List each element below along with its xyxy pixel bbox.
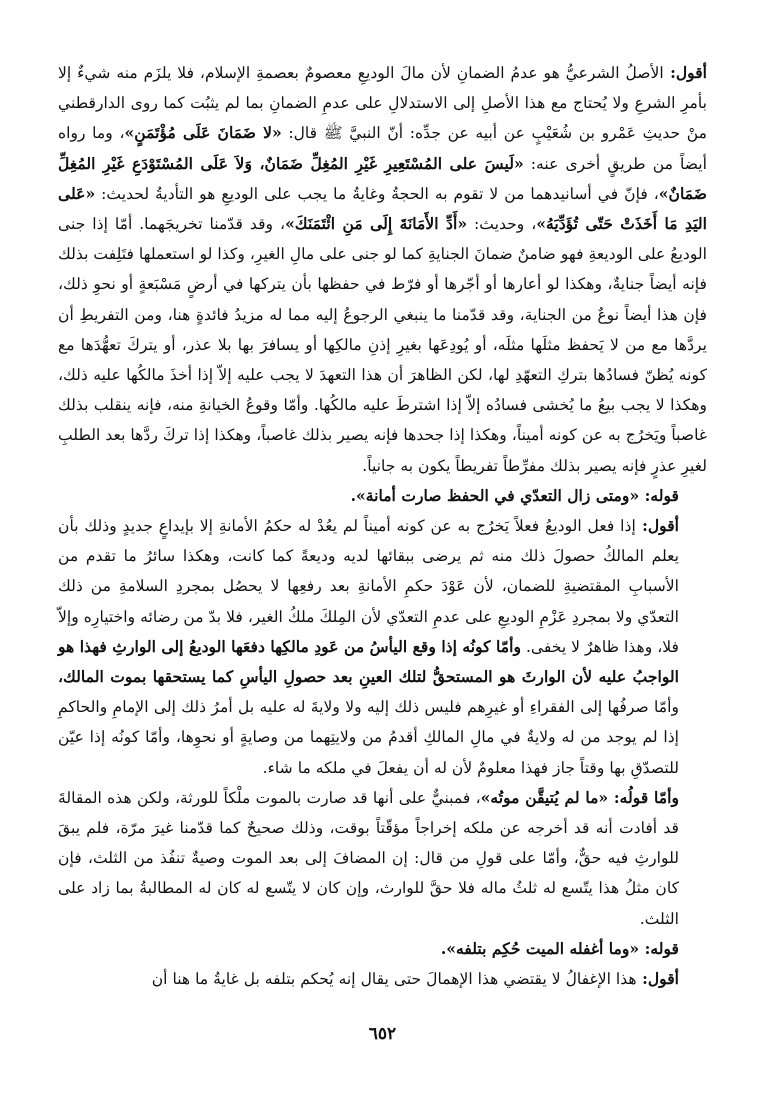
paragraph-3 (58, 511, 707, 783)
text-segment: الأصلُ الشرعيُّ هو عدمُ الضمانِ لأن مالَ الوديعِ معصومٌ بعصمةِ الإسلام، فلا يلزَم منه شيءٌ إلا بأمرِ الشرعِ ولا يُحتاج مع هذا الأصلِ إلى الاستدلالِ على عدمِ الضمانِ بما لم يثبُت كما روى الدارقطني منْ حديثِ عَمْرو بن شُعَيْبٍ عن أبيه عن جدِّه: أنّ النبيَّ ﷺ قال: (58, 64, 707, 143)
bold-text-segment: أقول: (663, 63, 707, 82)
bold-text-segment: قوله: (639, 485, 679, 505)
bold-text-segment: وأمّا قولُه: (608, 787, 680, 807)
bold-text-segment: «ما لم يُتيقَّن موتُه» (480, 787, 609, 807)
paragraph-1 (58, 58, 707, 481)
bold-text-segment: وأمّا كونُه إذا وقع اليأسُ من عَودِ مالكِها دفعَها الوديعُ إلى الوارثِ فهذا هو الواجبُ عليه لأن الوارثَ هو المستحقُّ لتلك العينِ بعد حصولِ اليأسِ كما يستحقها بموت المالك، (58, 636, 679, 687)
text-segment: ، فمبنيٌّ على أنها قد صارت بالموت ملْكاً للورثة، ولكن هذه المقالةَ قد أفادت أنه قد أخرجه عن ملكه إخراجاً مؤقّتاً بوقت، وذلك صحيحٌ كما قدّمنا غيرَ مرّة، فلم يبقَ للوارثِ فيه حقٌّ، وأمّا على قولِ من قال: إن المضافَ إلى بعد الموت وصيةٌ تنفُذ من الثلث، فإن كان مثلُ هذا يتّسع له ثلثُ ماله فلا حقَّ للوارث، وإن كان لا يتّسع له كان له المطالبةُ بما زاد على الثلث. (58, 788, 679, 928)
bold-text-segment: «ومتى زال التعدّي في الحفظ صارت أمانة». (350, 485, 640, 505)
bold-text-segment: «عَلى اليَدِ مَا أَخَذَتْ حَتّى تُؤَدِّيَهُ» (58, 183, 708, 234)
bold-text-segment: «وما أغفله الميت حُكِم بتلفه». (440, 938, 640, 958)
bold-text-segment: «لا ضَمَانَ عَلَى مُؤْتَمَنٍ» (124, 123, 282, 143)
bold-text-segment: أقول: (635, 516, 679, 536)
page-number: ٦٥٢ (368, 1024, 397, 1044)
paragraph-6 (58, 964, 707, 994)
bold-text-segment: «لَيسَ على المُسْتَعِيرِ غَيْرِ المُغِلِّ ضَمَانٌ، وَلاَ عَلَى المُسْتَوْدَعِ غَيْرِ المُغِلِّ ضَمَانٌ» (58, 153, 707, 203)
text-segment: ، وحديث: (467, 215, 537, 234)
bold-text-segment: قوله: (639, 938, 679, 958)
bold-text-segment: «أَدِّ الأَمَانَةَ إِلَى مَنِ ائْتَمَنَكَ» (285, 214, 468, 234)
text-segment: إذا فعل الوديعُ فعلاً يَخرُج به عن كونه أميناً لم يعُدْ له حكمُ الأمانةِ إلا بإيداعٍ جديدٍ وذلك بأن يعلم المالكُ حصولَ ذلك منه ثم يرضى ببقائها لديه وديعةً كما كانت، وهكذا سائرُ ما تقدم من الأسبابِ المقتضيةِ للضمان، لأن عَوْدَ حكمِ الأمانةِ بعد رفعِها لا يحصُل بمجردِ السلامةِ من ذلك التعدّي ولا بمجردِ عَزْمِ الوديعِ على عدمِ التعدّي لأن المِلكَ ملكُ الغير، فلا بدّ من رضائه واختيارِه وإلاّ فلا، وهذا ظاهرٌ لا يخفى. (58, 517, 679, 656)
text-segment: ، وما رواه أيضاً من طريقٍ أخرى عنه: (58, 124, 707, 173)
text-segment: ، فإنّ في أسانيدهما من لا تقوم به الحجةُ وغايةُ ما يجب على الوديعِ هو التأديةُ لحديث: (95, 184, 659, 203)
text-segment: وأمّا صرفُها إلى الفقراءِ أو غيرِهم فليس ذلك إليه ولا ولايةَ له عليه بل أمرُ ذلك إلى الإمامِ والحاكمِ إذا لم يوجد من له ولايةٌ في مالِ المالكِ أقدمُ من ولايتِهما من وصايةٍ أو نحوِها، وأمّا كونُه إذا عيّن للتصدّقِ بها وقتاً جاز فهذا معلومٌ لأن له أن يفعلَ في ملكه ما شاء. (58, 698, 679, 777)
paragraph-5-heading (58, 934, 707, 964)
paragraph-2-heading (58, 481, 707, 511)
paragraph-4 (58, 783, 707, 934)
text-segment: ، وقد قدّمنا تخريجَهما. أمّا إذا جنى الوديعُ على الوديعةِ فهو ضامنٌ ضمانَ الجنايةِ كما لو جنى على مالِ الغيرِ، وكذا لو استعملها فتَلِفت بذلك فإنه أيضاً جنايةٌ، وهكذا لو أعارها أو أجّرها أو فرّط في حفظها بأن يتركها في أرضٍ مَسْبَعةٍ أو نحوِ ذلك، فإن هذا أيضاً نوعٌ من الجناية، وقد قدّمنا ما ينبغي الرجوعُ إليه مما له مزيدُ فائدةٍ هنا، ومن التفريطِ أن يردَّها مع من لا يَحفظ مثلَها مثلَه، أو يُودِعَها بغيرِ إذنِ مالكِها أو يسافرَ بها بلا عذر، أو يتركَ تعهُّدَها مع كونه يُظنّ فسادُها بتركِ التعهّدِ لها، لكن الظاهرَ أن هذا التعهدَ لا يجب عليه إلاّ إذا أخذَ مالكُها عليه ذلك، وهكذا لا يجب بيعُ ما يُخشى فسادُه إلاّ إذا اشترطَ عليه مالكُها. وأمّا وقوعُ الخيانةِ منه، فإنه ينقلب بذلك غاصباً ويَخرُج به عن كونه أميناً، وهكذا إذا جحدها فإنه يصير بذلك غاصباً، وهكذا إذا تركَ ردَّها بعد الطلبِ لغيرِ عذرٍ فإنه يصير بذلك مفرِّطاً تفريطاً يكون به جانياً. (58, 215, 707, 475)
bold-text-segment: أقول: (636, 969, 679, 989)
text-segment: هذا الإغفالُ لا يقتضي هذا الإهمالَ حتى يقال إنه يُحكم بتلفه بل غايةُ ما هنا أن (151, 970, 637, 989)
body-text (58, 58, 707, 994)
